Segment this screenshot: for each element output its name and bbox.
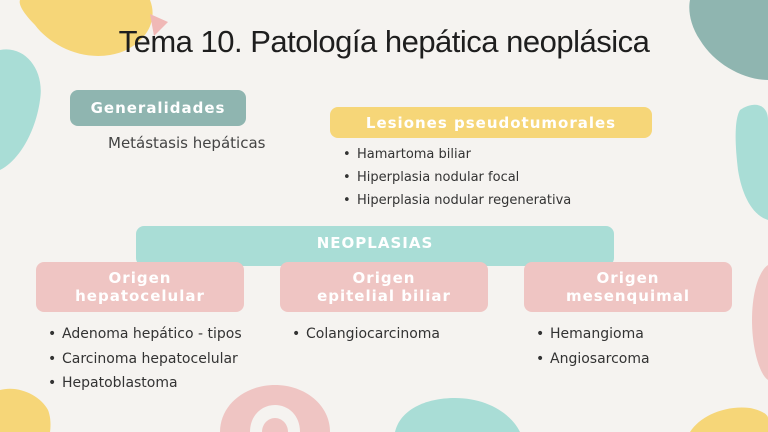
origen-epitelial-biliar-box — [280, 262, 488, 312]
list-item: • Angiosarcoma — [536, 347, 650, 372]
list-item: • Hemangioma — [536, 322, 650, 347]
list-item: • Adenoma hepático - tipos — [48, 322, 242, 347]
origen-type: mesenquimal — [565, 287, 691, 305]
origen-mesenquimal-box — [524, 262, 732, 312]
origen-label: Origen — [596, 269, 660, 287]
list-item: • Hepatoblastoma — [48, 371, 242, 396]
lesiones-heading: Lesiones pseudotumorales — [330, 107, 652, 138]
neoplasias-label: NEOPLASIAS — [316, 234, 434, 252]
generalidades-item: Metástasis hepáticas — [108, 134, 266, 152]
hepatocelular-list — [48, 322, 242, 396]
page-title: Tema 10. Patología hepática neoplásica — [118, 24, 650, 59]
list-item: • Colangiocarcinoma — [292, 322, 440, 347]
mesenquimal-list — [536, 322, 650, 371]
list-item: • Carcinoma hepatocelular — [48, 347, 242, 372]
epitelial-biliar-list — [292, 322, 440, 347]
origen-type: epitelial biliar — [317, 287, 451, 305]
origen-label: Origen — [352, 269, 416, 287]
list-item: • Hiperplasia nodular regenerativa — [343, 189, 571, 212]
generalidades-heading: Generalidades — [70, 90, 246, 126]
origen-label: Origen — [108, 269, 172, 287]
list-item: • Hamartoma biliar — [343, 143, 571, 166]
origen-hepatocelular-box — [36, 262, 244, 312]
list-item: • Hiperplasia nodular focal — [343, 166, 571, 189]
neoplasias-heading — [136, 226, 614, 266]
lesiones-list — [343, 143, 571, 212]
origen-type: hepatocelular — [75, 287, 205, 305]
